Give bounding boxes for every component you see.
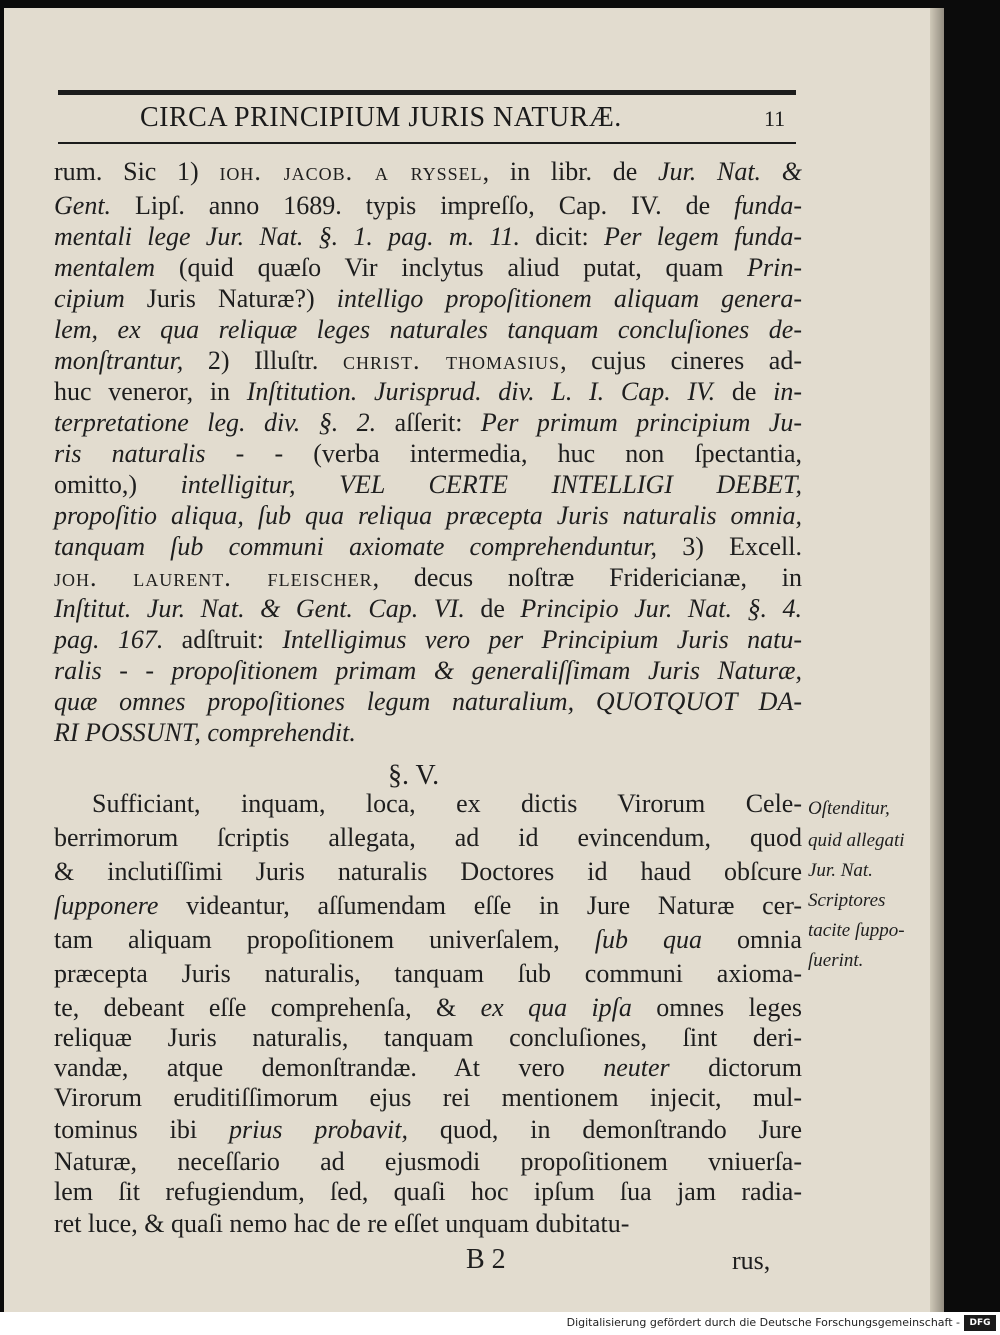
text-segment: christ. thomasius: [342, 346, 561, 375]
text-segment: quæ omnes propoſitiones legum naturalium, QUOTQUOT DA-: [54, 687, 802, 716]
text-line: [54, 1146, 802, 1177]
text-segment: Lipſ. anno 1689. typis impreſſo, Cap. IV. de: [111, 191, 735, 220]
text-segment: - - (verba intermedia, huc non ſpectantia,: [205, 439, 802, 468]
text-segment: ret luce, & quaſi nemo hac de re eſſet unquam dubitatu-: [54, 1209, 630, 1238]
text-segment: joh. laurent. fleischer: [54, 563, 373, 592]
text-segment: ioh. jacob. a ryssel: [219, 157, 483, 186]
text-segment: in-: [773, 377, 802, 406]
text-segment: (quid quæſo Vir inclytus aliud putat, quam: [155, 253, 748, 282]
text-line: [54, 314, 802, 345]
dfg-logo: DFG: [964, 1315, 996, 1331]
text-line: [54, 1022, 802, 1053]
text-segment: Prin-: [747, 253, 802, 282]
text-segment: Virorum eruditiſſimorum ejus rei mentionem injecit, mul-: [54, 1083, 802, 1112]
text-line: [54, 283, 802, 314]
text-line: [54, 856, 802, 887]
text-segment: tam aliquam propoſitionem univerſalem,: [54, 925, 595, 954]
text-line: [54, 345, 802, 376]
text-segment: , in libr. de: [482, 157, 658, 186]
text-line: [54, 1052, 802, 1083]
text-segment: terpretatione leg. div. §. 2.: [54, 408, 377, 437]
text-segment: ex qua ipſa: [480, 993, 632, 1022]
text-line: [54, 717, 802, 748]
text-segment: Inſtitut. Jur. Nat. & Gent. Cap. VI.: [54, 594, 465, 623]
text-segment: ris naturalis: [54, 439, 206, 468]
text-segment: te, debeant eſſe comprehenſa, &: [54, 993, 481, 1022]
text-line: [54, 221, 802, 252]
margin-note: Jur. Nat.: [808, 860, 873, 881]
section-heading: §. V.: [388, 760, 440, 791]
text-segment: intelligitur, VEL CERTE INTELLIGI DEBET,: [180, 470, 802, 499]
text-segment: Per legem funda-: [603, 222, 802, 251]
text-segment: Naturæ, neceſſario ad ejusmodi propoſitionem vniuerſa-: [54, 1147, 802, 1176]
text-segment: de: [715, 377, 774, 406]
text-segment: adſtruit:: [163, 625, 283, 654]
text-segment: omnes leges: [631, 993, 802, 1022]
text-line: [54, 376, 802, 407]
text-segment: prius probavit,: [229, 1115, 409, 1144]
text-segment: videantur, aſſumendam eſſe in Jure Naturæ cer-: [158, 891, 802, 920]
text-segment: Juris Naturæ?): [124, 284, 337, 313]
text-segment: neuter: [603, 1053, 670, 1082]
text-line: [54, 438, 802, 469]
text-segment: ralis - - propoſitionem primam & generaliſſimam Juris Naturæ,: [54, 656, 802, 685]
signature-mark: B 2: [466, 1244, 506, 1275]
text-segment: quod, in demonſtrando Jure: [408, 1115, 803, 1144]
text-segment: 3) Excell.: [657, 532, 802, 561]
page-number: 11: [764, 106, 786, 131]
text-segment: mentalem: [54, 253, 156, 282]
text-line: [54, 500, 802, 531]
text-line: [54, 593, 802, 624]
text-segment: Per primum principium Ju-: [480, 408, 802, 437]
text-segment: intelligo propoſitionem aliquam genera-: [336, 284, 803, 313]
text-line: [54, 190, 802, 221]
text-segment: 2) Illuſtr.: [183, 346, 343, 375]
text-segment: RI POSSUNT, comprehendit.: [54, 718, 356, 747]
text-segment: de: [464, 594, 521, 623]
text-line: [54, 1082, 802, 1113]
text-segment: omnia: [701, 925, 802, 954]
text-segment: reliquæ Juris naturalis, tanquam concluſiones, ſint deri-: [54, 1023, 802, 1052]
text-segment: Intelligimus vero per Principium Juris natu-: [282, 625, 802, 654]
text-line: [54, 531, 802, 562]
text-line: [54, 655, 802, 686]
text-line: [54, 1208, 802, 1239]
text-segment: tanquam ſub communi axiomate comprehenduntur,: [54, 532, 658, 561]
text-segment: dictorum: [669, 1053, 802, 1082]
text-line: [54, 822, 802, 853]
text-line: [54, 890, 802, 921]
margin-note: tacite ſuppo-: [808, 920, 905, 941]
text-segment: propoſitio aliqua, ſub qua reliqua præcepta Juris naturalis omnia,: [54, 501, 802, 530]
footer-bar: [0, 1312, 1000, 1335]
margin-note: quid allegati: [808, 830, 905, 851]
text-segment: Inſtitution. Jurisprud. div. L. I. Cap. IV.: [246, 377, 716, 406]
page-edge: [930, 8, 944, 1312]
text-line: [54, 992, 802, 1023]
text-segment: præcepta Juris naturalis, tanquam ſub communi axioma-: [54, 959, 802, 988]
text-segment: tominus ibi: [54, 1115, 230, 1144]
header-rule-top: [58, 90, 796, 95]
text-segment: pag. 167.: [54, 625, 164, 654]
margin-note: ſuerint.: [808, 950, 864, 971]
text-line: [92, 788, 802, 819]
text-segment: vandæ, atque demonſtrandæ. At vero: [54, 1053, 604, 1082]
text-line: [54, 1114, 802, 1145]
text-segment: , cujus cineres ad-: [560, 346, 802, 375]
text-line: [54, 686, 802, 717]
text-segment: funda-: [734, 191, 802, 220]
text-line: [54, 1176, 802, 1207]
text-segment: Sufficiant, inquam, loca, ex dictis Virorum Cele-: [92, 789, 802, 818]
text-segment: omitto,): [54, 470, 181, 499]
text-segment: aſſerit:: [376, 408, 481, 437]
running-header: CIRCA PRINCIPIUM JURIS NATURÆ.: [140, 102, 622, 133]
dfg-credit: Digitalisierung gefördert durch die Deutsche Forschungsgemeinschaft -: [566, 1316, 960, 1329]
text-segment: & inclutiſſimi Juris naturalis Doctores id haud obſcure: [54, 857, 802, 886]
text-segment: Principio Jur. Nat. §. 4.: [520, 594, 802, 623]
text-line: [54, 624, 802, 655]
text-segment: cipium: [54, 284, 125, 313]
text-line: [54, 407, 802, 438]
text-segment: , decus noſtræ Fridericianæ, in: [372, 563, 802, 592]
margin-note: Oſtenditur,: [808, 798, 890, 819]
catchword: rus,: [732, 1246, 771, 1275]
text-segment: Gent.: [54, 191, 112, 220]
text-line: [54, 924, 802, 955]
text-line: [54, 252, 802, 283]
text-segment: monſtrantur,: [54, 346, 184, 375]
text-line: [54, 562, 802, 593]
text-segment: dicit:: [520, 222, 604, 251]
text-segment: rum. Sic 1): [54, 157, 220, 186]
text-segment: mentali lege Jur. Nat. §. 1. pag. m. 11.: [54, 222, 521, 251]
header-rule-bottom: [58, 142, 796, 144]
text-segment: berrimorum ſcriptis allegata, ad id evincendum, quod: [54, 823, 802, 852]
text-segment: ſupponere: [54, 891, 159, 920]
text-segment: ſub qua: [594, 925, 702, 954]
text-segment: lem ſit refugiendum, ſed, quaſi hoc ipſum ſua jam radia-: [54, 1177, 802, 1206]
text-segment: lem, ex qua reliquæ leges naturales tanquam concluſiones de-: [54, 315, 802, 344]
text-line: [54, 958, 802, 989]
text-line: [54, 469, 802, 500]
text-segment: huc veneror, in: [54, 377, 247, 406]
text-segment: Jur. Nat. &: [657, 157, 802, 186]
text-line: [54, 156, 802, 187]
margin-note: Scriptores: [808, 890, 886, 911]
book-page: [4, 8, 944, 1312]
